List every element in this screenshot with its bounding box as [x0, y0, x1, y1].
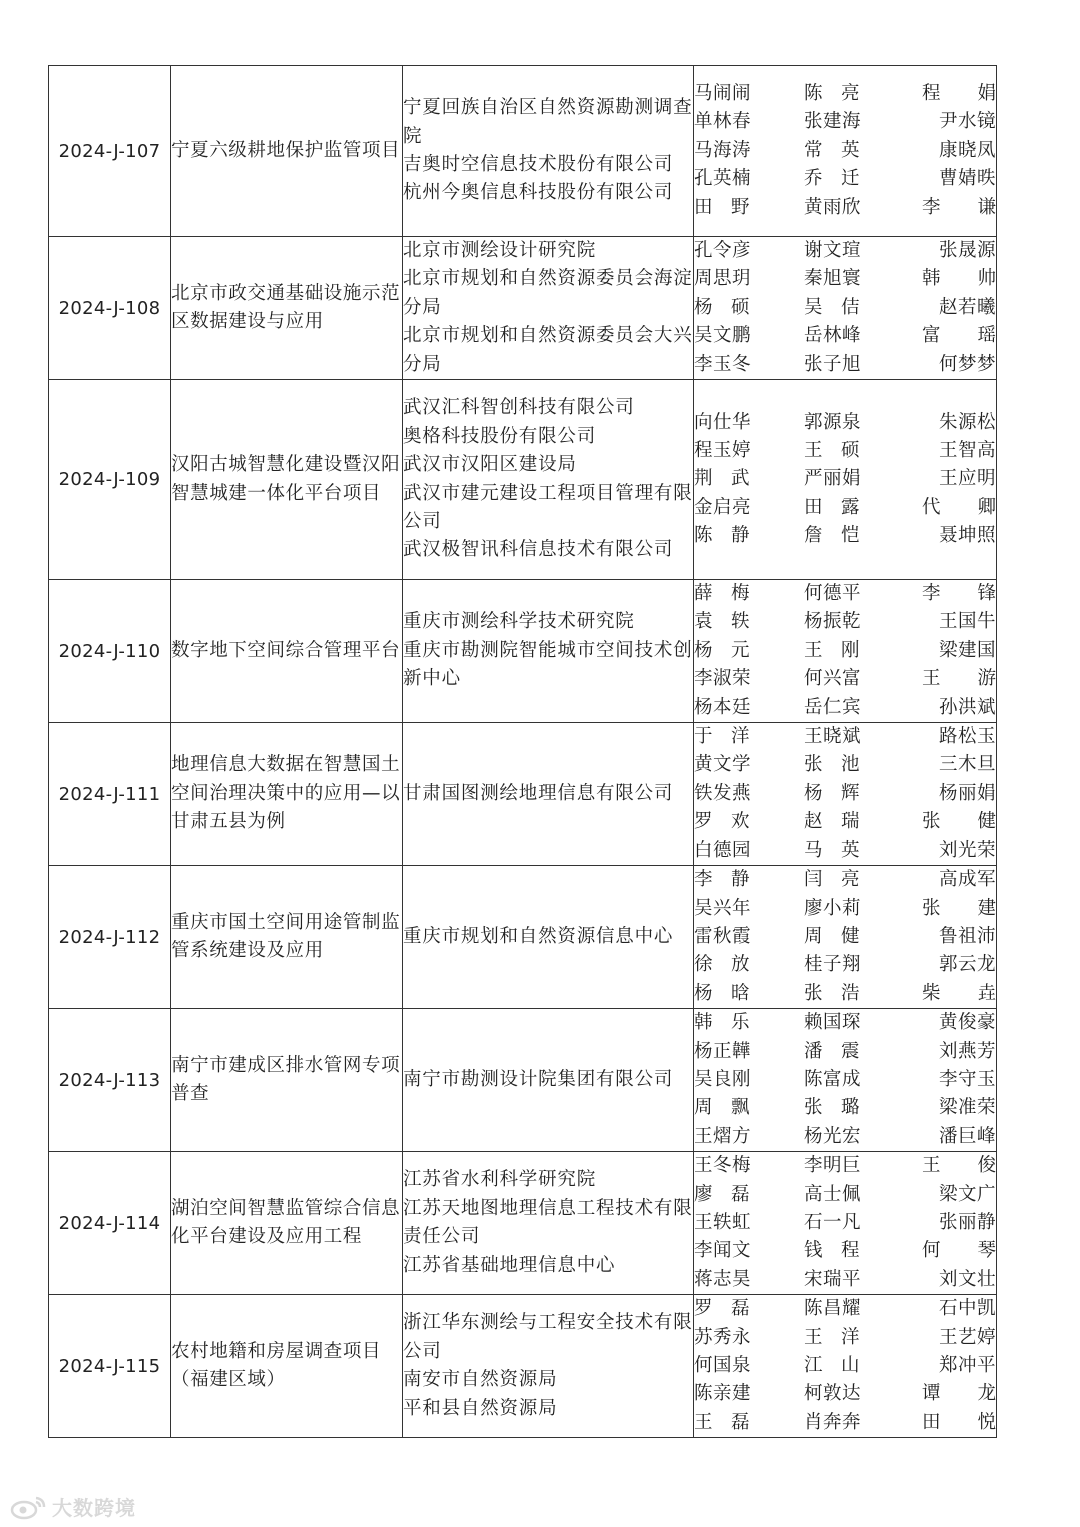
participant-name: 袁 轶: [694, 611, 750, 633]
participants-grid: [694, 237, 996, 379]
participant-name: 代 卿: [921, 496, 996, 518]
participant-name: 柯敦达: [804, 1383, 862, 1405]
participant-name: 李淑荣: [694, 668, 752, 690]
project-name: 汉阳古城智慧化建设暨汉阳智慧城建一体化平台项目: [171, 380, 403, 580]
organization-name: 武汉极智讯科信息技术有限公司: [403, 539, 674, 561]
participant-name: 黄俊豪: [938, 1012, 996, 1034]
participants-grid: [694, 866, 996, 1008]
organization-name: 重庆市规划和自然资源信息中心: [403, 925, 674, 947]
table-row: [49, 580, 997, 723]
organization-name: 武汉市汉阳区建设局: [403, 454, 577, 476]
participant-name: 李 谦: [921, 196, 996, 218]
organizations-cell: [403, 66, 694, 237]
project-name: 南宁市建成区排水管网专项普查: [171, 1009, 403, 1152]
participant-name: 杨 硕: [694, 296, 750, 318]
participant-name: 王 磊: [694, 1411, 750, 1433]
participant-name: 王 洋: [804, 1326, 860, 1348]
participant-name: 李玉冬: [694, 353, 752, 375]
table-row: [49, 1009, 997, 1152]
participant-name: 黄雨欣: [804, 196, 862, 218]
participant-name: 谭 龙: [921, 1383, 996, 1405]
participant-name: 黄文学: [694, 754, 752, 776]
participants-cell: [694, 1295, 997, 1438]
participant-name: 石中凯: [938, 1298, 996, 1320]
awards-table-body: [49, 66, 997, 1438]
participant-name: 徐 放: [694, 954, 750, 976]
organization-name: 吉奥时空信息技术股份有限公司: [403, 154, 674, 175]
table-row: [49, 1295, 997, 1438]
participant-name: 金启亮: [694, 496, 752, 518]
table-row: [49, 1152, 997, 1295]
watermark: [10, 1492, 136, 1521]
organization-name: 北京市规划和自然资源委员会海淀分局: [403, 268, 693, 318]
participant-name: 王国牛: [938, 611, 996, 633]
participant-name: 潘 震: [804, 1040, 860, 1062]
participant-name: 王 游: [921, 668, 996, 690]
participant-name: 罗 磊: [694, 1298, 750, 1320]
participant-name: 江 山: [804, 1355, 860, 1376]
participant-name: 何德平: [804, 583, 862, 605]
participant-name: 李 静: [694, 869, 750, 891]
participant-name: 田 悦: [921, 1411, 996, 1433]
participant-name: 田 露: [804, 496, 860, 518]
participants-grid: [694, 1295, 996, 1437]
organization-name: 平和县自然资源局: [403, 1397, 558, 1419]
participant-name: 杨振乾: [804, 611, 862, 633]
participant-name: 闫 亮: [804, 869, 860, 891]
participants-cell: [694, 723, 997, 866]
project-id: 2024-J-113: [49, 1009, 171, 1152]
participant-name: 郭源泉: [804, 411, 862, 433]
participant-name: 孙洪斌: [938, 696, 996, 718]
participant-name: 宋瑞平: [804, 1268, 862, 1290]
organization-name: 奥格科技股份有限公司: [403, 425, 597, 447]
participant-name: 杨丽娟: [938, 782, 996, 804]
participant-name: 陈 静: [694, 525, 750, 547]
organization-name: 北京市规划和自然资源委员会大兴分局: [403, 325, 693, 375]
project-name: 北京市政交通基础设施示范区数据建设与应用: [171, 237, 403, 380]
participant-name: 韩 帅: [921, 268, 996, 290]
participant-name: 赵若曦: [938, 296, 996, 318]
participant-name: 潘巨峰: [938, 1125, 996, 1147]
participant-name: 张建海: [804, 111, 862, 133]
participant-name: 陈昌耀: [804, 1298, 862, 1320]
awards-table: [48, 65, 997, 1438]
participant-name: 田 野: [694, 196, 750, 218]
participant-name: 王 硕: [804, 439, 860, 461]
participant-name: 单林春: [694, 111, 752, 133]
project-id: 2024-J-114: [49, 1152, 171, 1295]
project-name: 重庆市国土空间用途管制监管系统建设及应用: [171, 866, 403, 1009]
participant-name: 王艺婷: [938, 1326, 996, 1348]
participant-name: 王熠方: [694, 1125, 752, 1147]
participant-name: 朱源松: [938, 411, 996, 433]
participant-name: 马闹闹: [694, 82, 752, 104]
participant-name: 王智高: [938, 439, 996, 461]
participant-name: 荆 武: [694, 468, 750, 490]
participant-name: 吴良刚: [694, 1068, 752, 1090]
project-id: 2024-J-112: [49, 866, 171, 1009]
participant-name: 张 浩: [804, 982, 860, 1004]
participant-name: 罗 欢: [694, 811, 750, 833]
participant-name: 赖国琛: [804, 1012, 862, 1034]
participant-name: 石一凡: [804, 1211, 862, 1233]
participant-name: 廖小莉: [804, 897, 862, 919]
participant-name: 高士佩: [804, 1183, 862, 1205]
participant-name: 桂子翔: [804, 954, 862, 976]
watermark-text: 大数跨境: [52, 1496, 136, 1520]
organizations-cell: [403, 1152, 694, 1295]
participants-cell: [694, 380, 997, 580]
participants-cell: [694, 237, 997, 380]
participant-name: 郭云龙: [938, 954, 996, 976]
project-name: 宁夏六级耕地保护监管项目: [171, 66, 403, 237]
participant-name: 李守玉: [938, 1068, 996, 1090]
organization-name: 南宁市勘测设计院集团有限公司: [403, 1068, 674, 1090]
participant-name: 杨 晗: [694, 982, 750, 1004]
participants-grid: [694, 409, 996, 551]
participant-name: 谢文瑄: [804, 240, 862, 261]
table-row: [49, 380, 997, 580]
organization-name: 江苏天地图地理信息工程技术有限责任公司: [403, 1197, 693, 1248]
organizations-cell: [403, 580, 694, 723]
organizations-cell: [403, 237, 694, 380]
participant-name: 肖奔奔: [804, 1411, 862, 1433]
participant-name: 孔令彦: [694, 240, 752, 261]
participant-name: 詹 恺: [804, 525, 860, 547]
participants-grid: [694, 580, 996, 722]
project-name: 湖泊空间智慧监管综合信息化平台建设及应用工程: [171, 1152, 403, 1295]
participants-grid: [694, 80, 996, 222]
participant-name: 孔英楠: [694, 168, 752, 190]
participant-name: 钱 程: [804, 1240, 860, 1262]
participant-name: 马 英: [804, 839, 860, 861]
organization-name: 浙江华东测绘与工程安全技术有限公司: [403, 1312, 693, 1362]
participant-name: 杨正韡: [694, 1040, 752, 1062]
organization-name: 重庆市测绘科学技术研究院: [403, 611, 635, 633]
participant-name: 张 建: [921, 897, 996, 919]
table-row: [49, 723, 997, 866]
participants-cell: [694, 66, 997, 237]
participant-name: 周思玥: [694, 268, 752, 290]
participant-name: 向仕华: [694, 411, 752, 433]
participant-name: 常 英: [804, 139, 860, 161]
participant-name: 周 健: [804, 925, 860, 947]
participant-name: 何 琴: [921, 1240, 996, 1262]
weibo-logo-icon: [10, 1494, 48, 1520]
organization-name: 武汉汇科智创科技有限公司: [403, 397, 635, 419]
participant-name: 梁建国: [938, 639, 996, 661]
table-row: [49, 866, 997, 1009]
participant-name: 张丽静: [938, 1211, 996, 1233]
participant-name: 王应明: [938, 468, 996, 490]
participant-name: 康晓凤: [938, 139, 996, 161]
project-id: 2024-J-107: [49, 66, 171, 237]
participant-name: 吴兴年: [694, 897, 752, 919]
participant-name: 陈亲建: [694, 1383, 752, 1405]
participant-name: 杨 辉: [804, 782, 860, 804]
participant-name: 富 瑶: [921, 325, 996, 347]
organization-name: 南安市自然资源局: [403, 1369, 558, 1391]
participant-name: 王 俊: [921, 1155, 996, 1177]
participant-name: 吴文鹏: [694, 325, 752, 347]
project-name: 农村地籍和房屋调查项目（福建区域）: [171, 1295, 403, 1438]
participants-grid: [694, 1009, 996, 1151]
participant-name: 刘光荣: [938, 839, 996, 861]
organizations-cell: [403, 866, 694, 1009]
participants-grid: [694, 723, 996, 865]
participant-name: 梁准荣: [938, 1097, 996, 1119]
participants-cell: [694, 1009, 997, 1152]
participant-name: 鲁祖沛: [938, 925, 996, 947]
participant-name: 曹婧昳: [938, 168, 996, 190]
participant-name: 杨 元: [694, 639, 750, 661]
participants-cell: [694, 1152, 997, 1295]
organization-name: 甘肃国图测绘地理信息有限公司: [403, 782, 674, 804]
participant-name: 陈富成: [804, 1068, 862, 1090]
participant-name: 薛 梅: [694, 583, 750, 605]
organization-name: 江苏省水利科学研究院: [403, 1169, 597, 1191]
organization-name: 北京市测绘设计研究院: [403, 240, 597, 261]
participant-name: 马海涛: [694, 139, 752, 161]
project-id: 2024-J-109: [49, 380, 171, 580]
project-name: 地理信息大数据在智慧国土空间治理决策中的应用—以甘肃五县为例: [171, 723, 403, 866]
participant-name: 李 锋: [921, 583, 996, 605]
participant-name: 韩 乐: [694, 1012, 750, 1034]
participant-name: 周 飘: [694, 1097, 750, 1119]
organization-name: 江苏省基础地理信息中心: [403, 1254, 616, 1276]
participant-name: 张 健: [921, 811, 996, 833]
organizations-cell: [403, 1295, 694, 1438]
participant-name: 吴 佶: [804, 296, 860, 318]
project-id: 2024-J-111: [49, 723, 171, 866]
participant-name: 程 娟: [921, 82, 996, 104]
participant-name: 严丽娟: [804, 468, 862, 490]
project-id: 2024-J-108: [49, 237, 171, 380]
participant-name: 杨本廷: [694, 696, 752, 718]
project-name: 数字地下空间综合管理平台: [171, 580, 403, 723]
participant-name: 何兴富: [804, 668, 862, 690]
participant-name: 蒋志昊: [694, 1268, 752, 1290]
organization-name: 杭州今奥信息科技股份有限公司: [403, 182, 674, 204]
participant-name: 何国泉: [694, 1355, 752, 1376]
participant-name: 岳林峰: [804, 325, 862, 347]
participant-name: 白德园: [694, 839, 752, 861]
participant-name: 李明巨: [804, 1155, 862, 1177]
organizations-cell: [403, 723, 694, 866]
participant-name: 梁文广: [938, 1183, 996, 1205]
project-id: 2024-J-115: [49, 1295, 171, 1438]
table-row: [49, 237, 997, 380]
participant-name: 李闻文: [694, 1240, 752, 1262]
participant-name: 王 刚: [804, 639, 860, 661]
participant-name: 刘燕芳: [938, 1040, 996, 1062]
participants-cell: [694, 580, 997, 723]
participants-grid: [694, 1152, 996, 1294]
participant-name: 程玉婷: [694, 439, 752, 461]
participant-name: 郑冲平: [938, 1355, 996, 1376]
participant-name: 柴 垚: [921, 982, 996, 1004]
participant-name: 路松玉: [938, 726, 996, 748]
participant-name: 聂坤照: [938, 525, 996, 547]
participant-name: 于 洋: [694, 726, 750, 748]
participant-name: 三木旦: [938, 754, 996, 776]
participant-name: 刘文壮: [938, 1268, 996, 1290]
participant-name: 苏秀永: [694, 1326, 752, 1348]
organizations-cell: [403, 380, 694, 580]
participant-name: 乔 迁: [804, 168, 860, 190]
participant-name: 雷秋霞: [694, 925, 752, 947]
participant-name: 王冬梅: [694, 1155, 752, 1177]
participant-name: 赵 瑞: [804, 811, 860, 833]
participant-name: 秦旭寰: [804, 268, 862, 290]
participant-name: 岳仁宾: [804, 696, 862, 718]
participant-name: 廖 磊: [694, 1183, 750, 1205]
participant-name: 何梦梦: [938, 353, 996, 375]
participant-name: 尹水镜: [938, 111, 996, 133]
organization-name: 武汉市建元建设工程项目管理有限公司: [403, 482, 693, 532]
participant-name: 张 璐: [804, 1097, 860, 1119]
project-id: 2024-J-110: [49, 580, 171, 723]
participant-name: 铁发燕: [694, 782, 752, 804]
participant-name: 杨光宏: [804, 1125, 862, 1147]
participant-name: 张 池: [804, 754, 860, 776]
participant-name: 高成军: [938, 869, 996, 891]
participant-name: 王晓斌: [804, 726, 862, 748]
participant-name: 张子旭: [804, 353, 862, 375]
participant-name: 张晟源: [938, 240, 996, 261]
organization-name: 重庆市勘测院智能城市空间技术创新中心: [403, 639, 693, 690]
organizations-cell: [403, 1009, 694, 1152]
participant-name: 王轶虹: [694, 1211, 752, 1233]
participant-name: 陈 亮: [804, 82, 860, 104]
organization-name: 宁夏回族自治区自然资源勘测调查院: [403, 97, 693, 147]
participants-cell: [694, 866, 997, 1009]
table-row: [49, 66, 997, 237]
